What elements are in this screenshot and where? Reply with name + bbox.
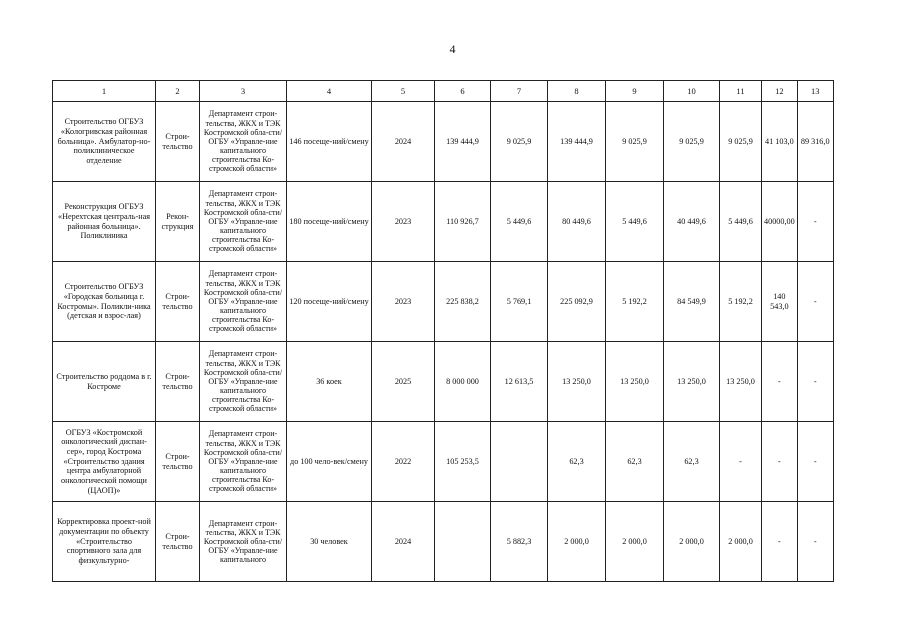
responsible-cell: Департамент строи-тельства, ЖКХ и ТЭК Костромской обла-сти/ОГБУ «Управле-ние капитального строительства Ко-стромской области» [200,102,287,182]
value-cell: 2 000,0 [664,502,720,582]
value-cell: 9 025,9 [664,102,720,182]
column-header: 4 [287,81,372,102]
value-cell [435,502,491,582]
value-cell: 2 000,0 [606,502,664,582]
value-cell: 9 025,9 [606,102,664,182]
value-cell: 62,3 [664,422,720,502]
column-header: 3 [200,81,287,102]
column-header: 7 [491,81,548,102]
value-cell: - [762,422,798,502]
responsible-cell: Департамент строи-тельства, ЖКХ и ТЭК Костромской обла-сти/ОГБУ «Управле-ние капитального строительства Ко-стромской области» [200,262,287,342]
work-type-cell: Строи-тельство [156,262,200,342]
year-cell: 2024 [372,102,435,182]
value-cell: 8 000 000 [435,342,491,422]
value-cell: 139 444,9 [435,102,491,182]
value-cell: 5 449,6 [720,182,762,262]
work-type-cell: Рекон-струкция [156,182,200,262]
value-cell: 2 000,0 [548,502,606,582]
value-cell: 41 103,0 [762,102,798,182]
value-cell: 105 253,5 [435,422,491,502]
column-header: 5 [372,81,435,102]
object-name-cell: ОГБУЗ «Костромской онкологический диспан-сер», город Кострома «Строительство здания центра амбулаторной онкологической помощи (ЦАОП)» [53,422,156,502]
table-row [53,102,834,182]
value-cell [491,422,548,502]
value-cell: 80 449,6 [548,182,606,262]
responsible-cell: Департамент строи-тельства, ЖКХ и ТЭК Костромской обла-сти/ОГБУ «Управле-ние капитального строительства Ко-стромской области» [200,422,287,502]
year-cell: 2022 [372,422,435,502]
value-cell: 84 549,9 [664,262,720,342]
value-cell: - [797,182,833,262]
value-cell: 5 192,2 [720,262,762,342]
work-type-cell: Строи-тельство [156,422,200,502]
value-cell: 9 025,9 [720,102,762,182]
work-type-cell: Строи-тельство [156,502,200,582]
column-header: 10 [664,81,720,102]
value-cell: - [762,342,798,422]
value-cell: 13 250,0 [606,342,664,422]
value-cell: 140 543,0 [762,262,798,342]
capacity-cell: 180 посеще-ний/смену [287,182,372,262]
value-cell: 225 838,2 [435,262,491,342]
value-cell: 13 250,0 [548,342,606,422]
column-header: 2 [156,81,200,102]
page-number: 4 [449,42,456,56]
object-name-cell: Корректировка проект-ной документации по объекту «Строительство спортивного зала для физкультурно- [53,502,156,582]
table-row [53,342,834,422]
value-cell: 225 092,9 [548,262,606,342]
column-header: 11 [720,81,762,102]
object-name-cell: Строительство ОГБУЗ «Городская больница г. Костромы». Поликли-ника (детская и взрос-лая) [53,262,156,342]
value-cell: - [720,422,762,502]
value-cell: - [797,502,833,582]
value-cell: 13 250,0 [720,342,762,422]
object-name-cell: Строительство роддома в г. Костроме [53,342,156,422]
year-cell: 2023 [372,262,435,342]
column-header: 6 [435,81,491,102]
value-cell: 5 882,3 [491,502,548,582]
value-cell: 89 316,0 [797,102,833,182]
work-type-cell: Строи-тельство [156,342,200,422]
year-cell: 2024 [372,502,435,582]
value-cell: 40000,00 [762,182,798,262]
value-cell: 9 025,9 [491,102,548,182]
work-type-cell: Строи-тельство [156,102,200,182]
year-cell: 2023 [372,182,435,262]
column-header: 9 [606,81,664,102]
data-table [52,80,834,582]
responsible-cell: Департамент строи-тельства, ЖКХ и ТЭК Костромской обла-сти/ОГБУ «Управле-ние капитального [200,502,287,582]
responsible-cell: Департамент строи-тельства, ЖКХ и ТЭК Костромской обла-сти/ОГБУ «Управле-ние капитального строительства Ко-стромской области» [200,342,287,422]
value-cell: 139 444,9 [548,102,606,182]
value-cell: 2 000,0 [720,502,762,582]
table-header-row [53,81,834,102]
capacity-cell: до 100 чело-век/смену [287,422,372,502]
object-name-cell: Строительство ОГБУЗ «Кологривская районная больница». Амбулатор-но-поликлиническое отделение [53,102,156,182]
capacity-cell: 30 человек [287,502,372,582]
value-cell: 5 769,1 [491,262,548,342]
table-row [53,422,834,502]
value-cell: 5 192,2 [606,262,664,342]
column-header: 12 [762,81,798,102]
value-cell: 13 250,0 [664,342,720,422]
value-cell: - [762,502,798,582]
capacity-cell: 120 посеще-ний/смену [287,262,372,342]
value-cell: - [797,262,833,342]
capacity-cell: 146 посеще-ний/смену [287,102,372,182]
value-cell: 62,3 [548,422,606,502]
table-row [53,182,834,262]
table-row [53,262,834,342]
value-cell: 12 613,5 [491,342,548,422]
value-cell: - [797,342,833,422]
year-cell: 2025 [372,342,435,422]
value-cell: 40 449,6 [664,182,720,262]
table-row [53,502,834,582]
value-cell: - [797,422,833,502]
object-name-cell: Реконструкция ОГБУЗ «Нерехтская централь-ная районная больница». Поликлиника [53,182,156,262]
value-cell: 5 449,6 [606,182,664,262]
column-header: 8 [548,81,606,102]
value-cell: 62,3 [606,422,664,502]
column-header: 13 [797,81,833,102]
value-cell: 110 926,7 [435,182,491,262]
capacity-cell: 36 коек [287,342,372,422]
responsible-cell: Департамент строи-тельства, ЖКХ и ТЭК Костромской обла-сти/ОГБУ «Управле-ние капитального строительства Ко-стромской области» [200,182,287,262]
value-cell: 5 449,6 [491,182,548,262]
column-header: 1 [53,81,156,102]
